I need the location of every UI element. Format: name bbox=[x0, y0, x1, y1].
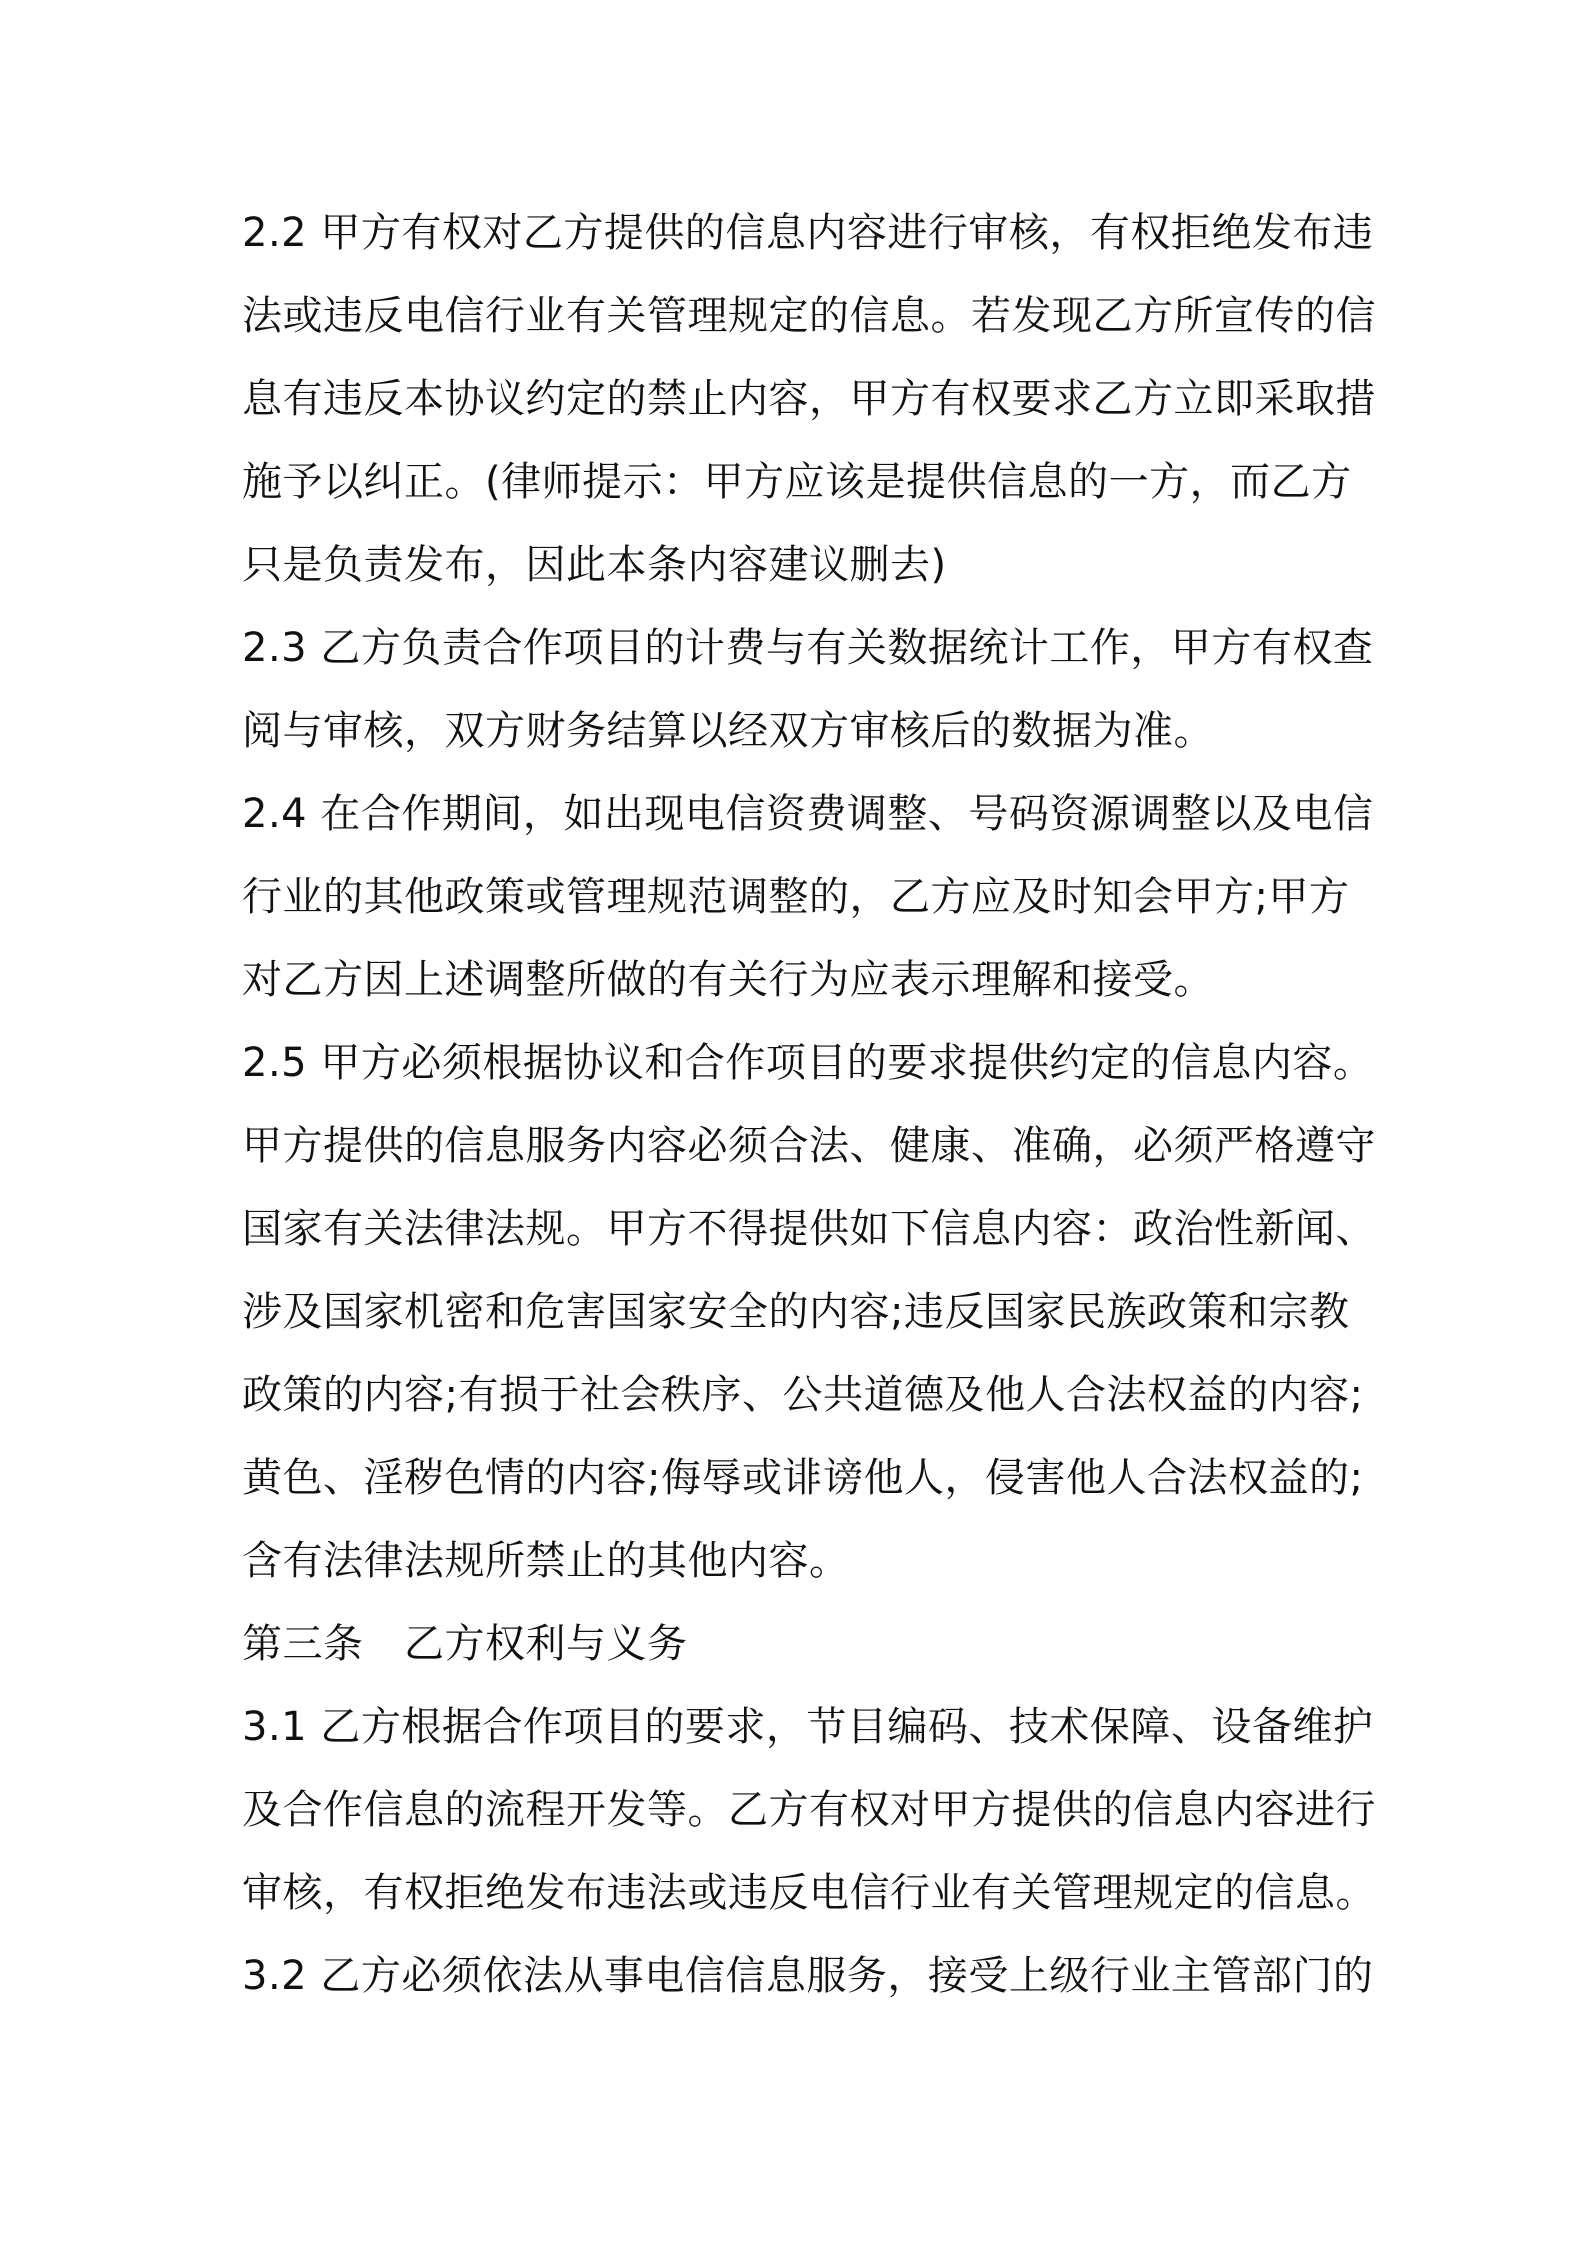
text-line: 施予以纠正。(律师提示：甲方应该是提供信息的一方，而乙方 bbox=[242, 459, 1352, 505]
text-line: 3.1 乙方根据合作项目的要求，节目编码、技术保障、设备维护 bbox=[242, 1704, 1374, 1750]
text-line: 2.3 乙方负责合作项目的计费与有关数据统计工作，甲方有权查 bbox=[242, 625, 1374, 671]
text-line: 2.4 在合作期间，如出现电信资费调整、号码资源调整以及电信 bbox=[242, 791, 1374, 837]
contract-text bbox=[242, 192, 1376, 2018]
text-line: 国家有关法律法规。甲方不得提供如下信息内容：政治性新闻、 bbox=[242, 1206, 1376, 1252]
text-line: 黄色、淫秽色情的内容;侮辱或诽谤他人，侵害他人合法权益的; bbox=[242, 1455, 1364, 1501]
text-line: 息有违反本协议约定的禁止内容，甲方有权要求乙方立即采取措 bbox=[242, 376, 1376, 422]
text-line: 2.5 甲方必须根据协议和合作项目的要求提供约定的信息内容。 bbox=[242, 1040, 1374, 1086]
text-line: 审核，有权拒绝发布违法或违反电信行业有关管理规定的信息。 bbox=[242, 1870, 1376, 1916]
text-line: 2.2 甲方有权对乙方提供的信息内容进行审核，有权拒绝发布违 bbox=[242, 210, 1374, 256]
text-line: 只是负责发布，因此本条内容建议删去) bbox=[242, 542, 947, 588]
text-line: 及合作信息的流程开发等。乙方有权对甲方提供的信息内容进行 bbox=[242, 1787, 1376, 1833]
text-line: 含有法律法规所禁止的其他内容。 bbox=[242, 1538, 850, 1584]
text-line: 涉及国家机密和危害国家安全的内容;违反国家民族政策和宗教 bbox=[242, 1289, 1350, 1335]
section-heading: 第三条 乙方权利与义务 bbox=[242, 1621, 688, 1667]
text-line: 阅与审核，双方财务结算以经双方审核后的数据为准。 bbox=[242, 708, 1214, 754]
text-line: 3.2 乙方必须依法从事电信信息服务，接受上级行业主管部门的 bbox=[242, 1953, 1374, 1999]
text-line: 法或违反电信行业有关管理规定的信息。若发现乙方所宣传的信 bbox=[242, 293, 1376, 339]
text-line: 对乙方因上述调整所做的有关行为应表示理解和接受。 bbox=[242, 957, 1214, 1003]
text-line: 行业的其他政策或管理规范调整的，乙方应及时知会甲方;甲方 bbox=[242, 874, 1350, 920]
text-line: 甲方提供的信息服务内容必须合法、健康、准确，必须严格遵守 bbox=[242, 1123, 1376, 1169]
text-line: 政策的内容;有损于社会秩序、公共道德及他人合法权益的内容; bbox=[242, 1372, 1364, 1418]
